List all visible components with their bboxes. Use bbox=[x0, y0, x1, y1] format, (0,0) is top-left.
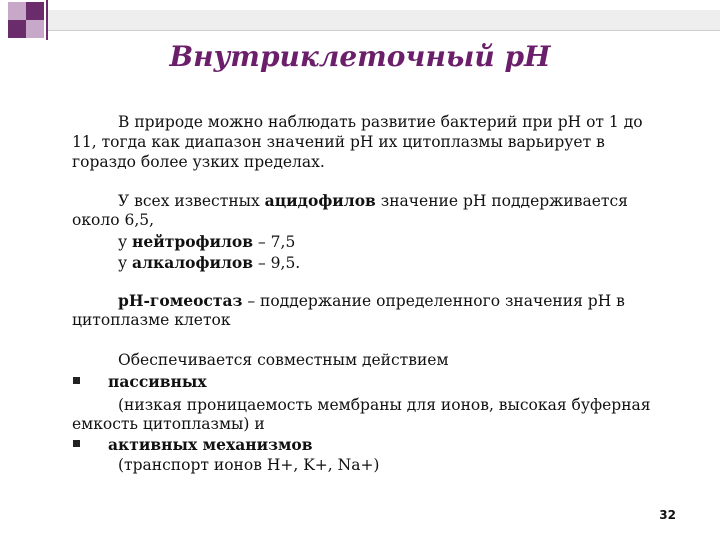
term-ph-homeostasis: pH-гомеостаз bbox=[118, 291, 243, 310]
paragraph-1-line-2: 11, тогда как диапазон значений pH их цитоплазмы варьирует в bbox=[72, 133, 605, 151]
bullet-square-icon bbox=[73, 440, 80, 447]
header-bar bbox=[46, 10, 720, 31]
paragraph-4-line-4: емкость цитоплазмы) и bbox=[72, 415, 265, 433]
paragraph-4-line-1: Обеспечивается совместным действием bbox=[118, 351, 449, 369]
text: у bbox=[118, 233, 133, 251]
paragraph-2-line-3 bbox=[118, 231, 295, 253]
text: У всех известных bbox=[118, 192, 265, 210]
slide-title: Внутриклеточный pH bbox=[169, 40, 551, 73]
decor-square-4 bbox=[26, 20, 44, 38]
term-acidophiles: ацидофилов bbox=[264, 191, 376, 210]
bullet-square-icon bbox=[73, 377, 80, 384]
decor-square-3 bbox=[8, 20, 26, 38]
text: – поддержание определенного значения pH в bbox=[242, 292, 625, 310]
paragraph-4-line-6: (транспорт ионов H+, K+, Na+) bbox=[118, 456, 380, 474]
text: – 9,5. bbox=[253, 254, 301, 272]
term-alkalophiles: алкалофилов bbox=[132, 253, 254, 272]
paragraph-1-line-3: гораздо более узких пределах. bbox=[72, 153, 325, 171]
bullet-active: активных механизмов bbox=[108, 435, 313, 454]
term-neutrophiles: нейтрофилов bbox=[132, 232, 254, 251]
paragraph-3-line-1 bbox=[118, 290, 625, 312]
paragraph-2-line-2: около 6,5, bbox=[72, 211, 155, 229]
paragraph-2-line-4 bbox=[118, 252, 300, 274]
decor-square-2 bbox=[26, 2, 44, 20]
text: – 7,5 bbox=[253, 233, 296, 251]
text: у bbox=[118, 254, 133, 272]
page-number: 32 bbox=[659, 508, 676, 522]
decor-vertical-line bbox=[46, 0, 48, 40]
paragraph-4-line-3: (низкая проницаемость мембраны для ионов, высокая буферная bbox=[118, 396, 651, 414]
paragraph-3-line-2: цитоплазме клеток bbox=[72, 311, 231, 329]
paragraph-1-line-1: В природе можно наблюдать развитие бактерий при pH от 1 до bbox=[118, 113, 643, 131]
text: значение pH поддерживается bbox=[375, 192, 628, 210]
bullet-passive: пассивных bbox=[108, 372, 207, 391]
paragraph-2-line-1 bbox=[118, 190, 628, 212]
decor-square-1 bbox=[8, 2, 26, 20]
